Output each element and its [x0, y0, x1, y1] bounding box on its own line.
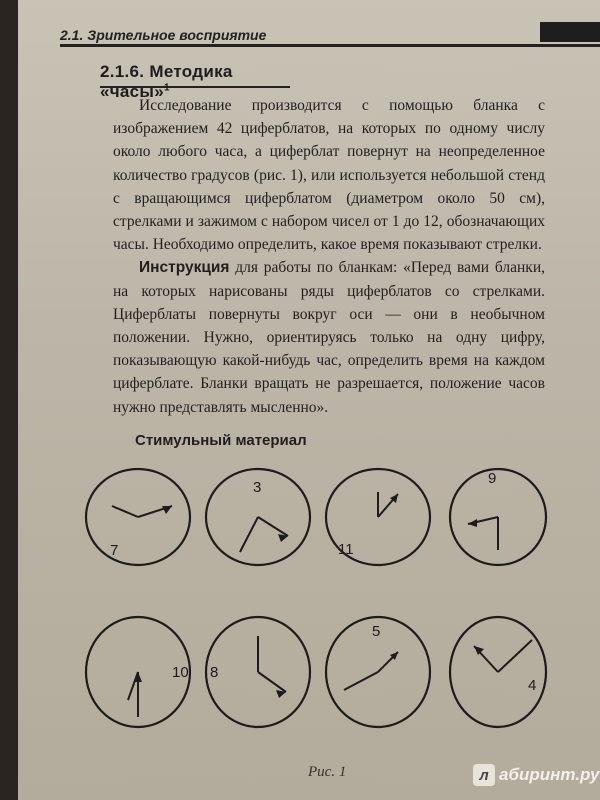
- clock-figure: [80, 462, 550, 762]
- running-head-text: 2.1. Зрительное восприятие: [60, 27, 267, 43]
- clock-face: [86, 469, 190, 565]
- clock-face: [206, 617, 310, 727]
- running-head-block: [540, 22, 600, 42]
- clock-face: [450, 617, 546, 727]
- clock-face: [450, 469, 546, 565]
- stimulus-heading: Стимульный материал: [135, 432, 307, 449]
- instruction-text: для работы по бланкам: «Перед вами бланки, на которых нарисованы ряды циферблатов со стрелками. Циферблаты повернуты вокруг оси — они в необычном положении. Нужно, ориентируясь только на одну цифру, показывающую какой-нибудь час, определить время на каждом циферблате. Бланки вращать не разрешается, положение часов нужно представлять мысленно».: [113, 259, 545, 416]
- book-page: [18, 0, 600, 800]
- section-number: 2.1.6.: [100, 62, 145, 81]
- clock-digit: 11: [338, 541, 354, 558]
- clock-face: [326, 617, 430, 727]
- clock-digit: 3: [253, 479, 262, 496]
- clock-face: [86, 617, 190, 727]
- watermark-text: абиринт.ру: [499, 765, 600, 784]
- running-head: [60, 20, 600, 47]
- instruction-label: Инструкция: [139, 259, 230, 277]
- paragraph: Исследование производится с помощью бланка с изображением 42 циферблатов, на которых по одному числу около любого часа, а циферблат повернут на неопределенное количество градусов (рис. 1), или используется небольшой стенд с вращающимся циферблатом (диаметром около 50 см), стрелками и зажимом с набором чисел от 1 до 12, обозначающих часы. Необходимо определить, какое время показывают стрелки.: [113, 97, 545, 254]
- section-title: [100, 62, 290, 101]
- instruction-paragraph: [113, 256, 545, 418]
- section-title-text: Методика «часы»: [100, 62, 233, 101]
- clock-face: [206, 469, 310, 565]
- body-text: [113, 94, 545, 419]
- clock-face: [326, 469, 430, 565]
- clock-digit: 7: [110, 542, 119, 559]
- clock-digit: 4: [528, 677, 537, 694]
- clock-digit: 5: [372, 623, 381, 640]
- clock-digit: 9: [488, 470, 497, 487]
- section-footnote-mark: 1: [164, 82, 170, 94]
- clock-digit: 8: [210, 664, 219, 681]
- watermark-logo-icon: л: [473, 764, 495, 786]
- figure-caption: Рис. 1: [308, 764, 347, 780]
- clock-digit: 10: [172, 664, 189, 681]
- watermark: [473, 764, 599, 786]
